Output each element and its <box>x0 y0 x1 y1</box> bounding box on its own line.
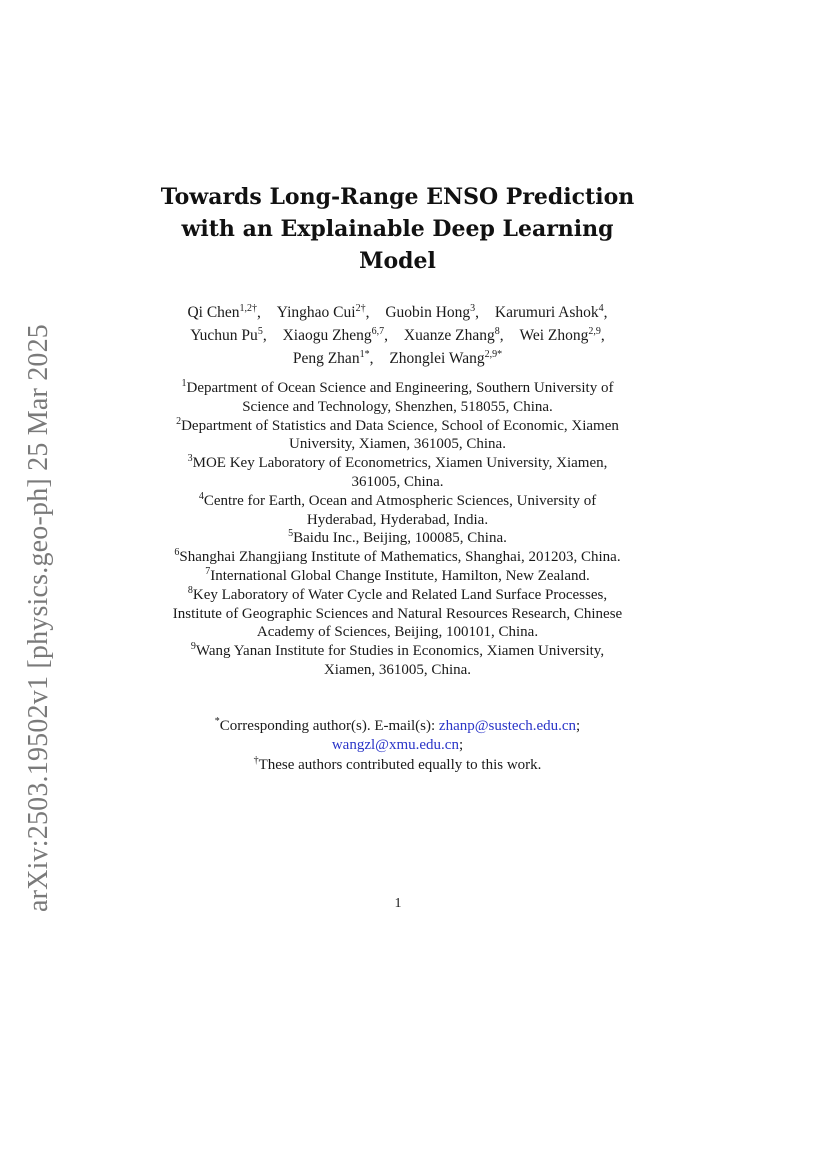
author: Zhonglei Wang$^{2,9*}$ <box>389 348 503 367</box>
author: Xiaogu Zheng$^{6,7}$, <box>282 325 389 344</box>
title-page-content <box>140 181 655 775</box>
author-line <box>140 347 655 370</box>
affiliation-6: $^6$Shanghai Zhangjiang Institute of Mathematics, Shanghai, 201203, China. <box>174 547 621 566</box>
author: Karumuri Ashok$^4$, <box>494 302 608 321</box>
author: Wei Zhong$^{2,9}$, <box>519 325 605 344</box>
author: Peng Zhan$^{1*}$, <box>292 348 374 367</box>
affiliation-7: $^7$International Global Change Institute, Hamilton, New Zealand. <box>205 565 590 584</box>
title-line: Model <box>359 248 436 274</box>
affiliation-list <box>140 379 655 680</box>
author: Guobin Hong$^3$, <box>385 302 480 321</box>
affiliation-2: $^2$Department of Statistics and Data Science, School of Economic, Xiamen University, Xiamen, 361005, China. <box>176 415 619 453</box>
affiliation-8: $^8$Key Laboratory of Water Cycle and Related Land Surface Processes, Institute of Geographic Sciences and Natural Resources Research, Chinese Academy of Sciences, Beijing, 100101, China. <box>172 584 623 641</box>
arxiv-identifier-stamp <box>21 325 57 910</box>
affiliation-3: $^3$MOE Key Laboratory of Econometrics, Xiamen University, Xiamen, 361005, China. <box>187 453 608 490</box>
affiliation-5: $^5$Baidu Inc., Beijing, 100085, China. <box>288 528 507 547</box>
author-line <box>140 324 655 347</box>
title-line: Towards Long-Range ENSO Prediction <box>160 184 635 210</box>
equal-contribution-note: †These authors contributed equally to this work. <box>253 754 542 773</box>
author-line <box>140 301 655 324</box>
paper-title <box>140 181 655 277</box>
affiliation-1: $^1$Department of Ocean Science and Engineering, Southern University of Science and Technology, Shenzhen, 518055, China. <box>181 378 614 415</box>
author: Yuchun Pu$^5$, <box>190 325 267 344</box>
email-link-wangzl[interactable]: wangzl@xmu.edu.cn <box>331 737 459 754</box>
author: Yinghao Cui$^{2\dagger}$, <box>276 302 370 321</box>
affiliation-4: $^4$Centre for Earth, Ocean and Atmospheric Sciences, University of Hyderabad, Hyderabad, India. <box>198 490 597 528</box>
email-link-zhanp[interactable]: zhanp@sustech.edu.cn <box>438 717 577 734</box>
title-line: with an Explainable Deep Learning <box>181 216 614 242</box>
author-notes <box>140 717 655 776</box>
corresponding-author-note: *Corresponding author(s). E-mail(s): zhanp@sustech.edu.cn; wangzl@xmu.edu.cn; <box>214 715 581 754</box>
author: Qi Chen$^{1,2\dagger}$, <box>187 302 261 321</box>
arxiv-identifier-text: arXiv:2503.19502v1 [physics.geo-ph] 25 Mar 2025 <box>23 323 55 912</box>
author: Xuanze Zhang$^8$, <box>403 325 504 344</box>
author-list <box>140 301 655 370</box>
page-number: 1 <box>394 896 402 911</box>
affiliation-9: $^9$Wang Yanan Institute for Studies in Economics, Xiamen University, Xiamen, 361005, China. <box>190 641 605 678</box>
